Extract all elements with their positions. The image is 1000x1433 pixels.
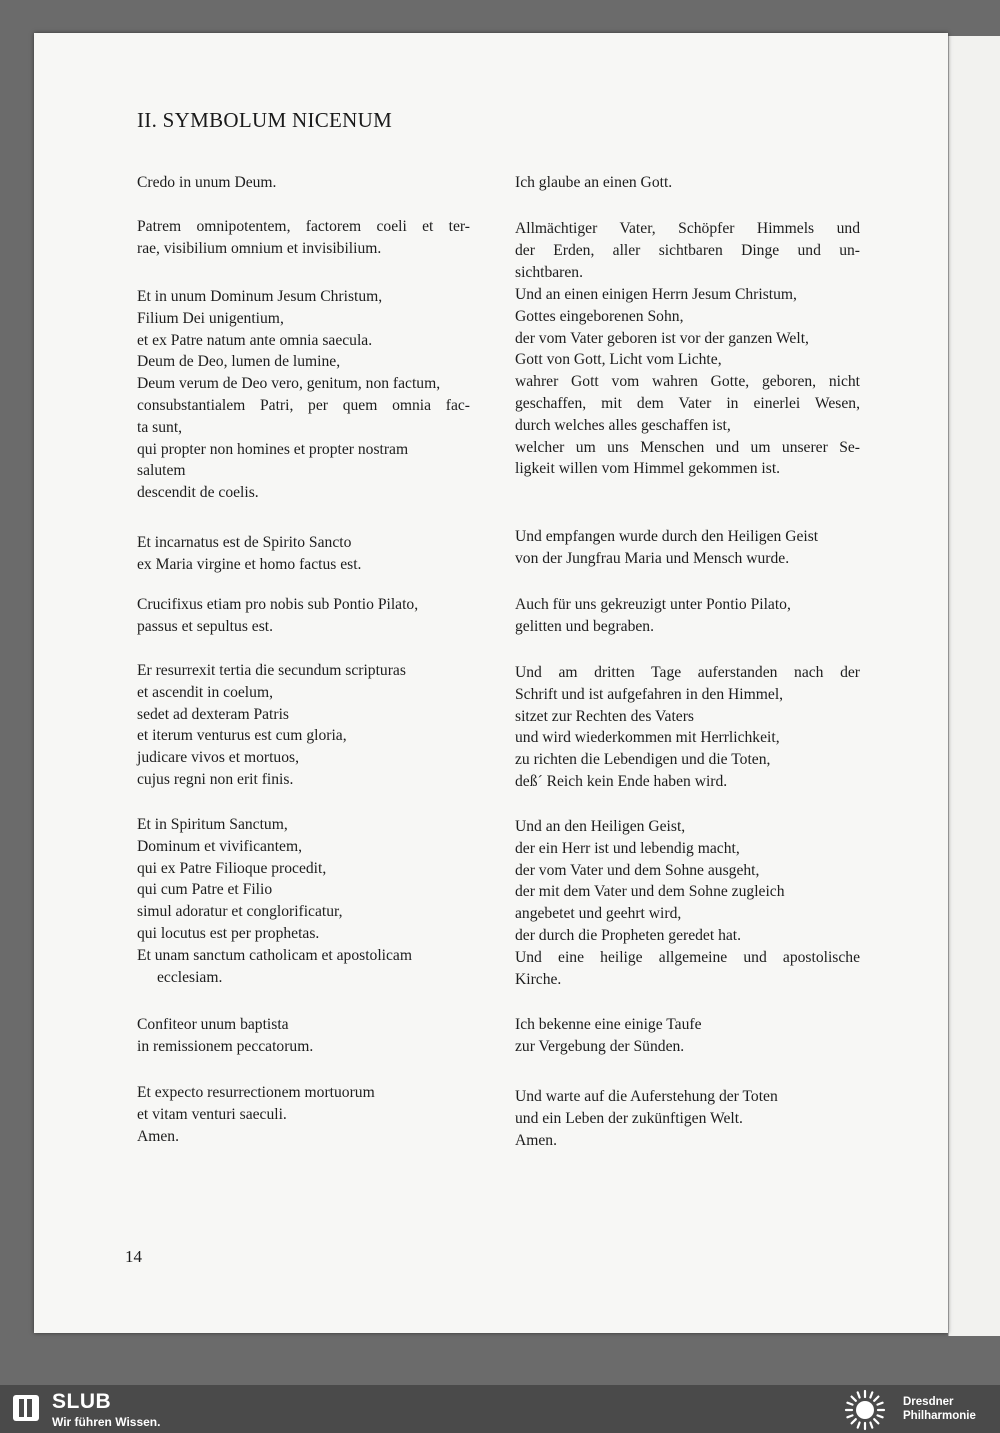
latin-paragraph: [137, 216, 470, 260]
latin-text-line: et ex Patre natum ante omnia saecula.: [137, 331, 373, 349]
german-text-line: der mit dem Vater und dem Sohne zugleich: [515, 883, 785, 901]
german-text-line: ligkeit willen vom Himmel gekommen ist.: [515, 460, 781, 478]
german-text-line: zur Vergebung der Sünden.: [515, 1037, 685, 1055]
german-paragraph: [515, 594, 860, 638]
latin-text-line: Deum de Deo, lumen de lumine,: [137, 353, 341, 371]
german-text-line: Schrift und ist aufgefahren in den Himmel,: [515, 685, 784, 703]
german-text-line: Ich glaube an einen Gott.: [515, 174, 673, 191]
german-text-line: Und am dritten Tage auferstanden nach der: [515, 664, 860, 681]
german-text-line: Allmächtiger Vater, Schöpfer Himmels und: [515, 220, 860, 237]
viewer-footer: [0, 1385, 1000, 1433]
german-text-line: welcher um uns Menschen und um unserer Se-: [515, 438, 860, 456]
latin-text-line: et ascendit in coelum,: [137, 683, 273, 701]
german-text-line: Und eine heilige allgemeine und apostolische: [515, 948, 860, 966]
german-text-line: durch welches alles geschaffen ist,: [515, 416, 731, 434]
latin-text-line: Filium Dei unigentium,: [137, 309, 284, 327]
german-paragraph: [515, 662, 860, 793]
german-text-line: zu richten die Lebendigen und die Toten,: [515, 751, 771, 769]
german-text-line: Kirche.: [515, 970, 562, 988]
slub-logo-icon[interactable]: [12, 1393, 42, 1423]
page-number: 14: [125, 1247, 142, 1266]
latin-text-line: cujus regni non erit finis.: [137, 770, 294, 788]
latin-text-line: Et unam sanctum catholicam et apostolicam: [137, 946, 412, 964]
latin-text-line: Et in Spiritum Sanctum,: [137, 816, 288, 833]
latin-text-line: qui locutus est per prophetas.: [137, 924, 320, 942]
latin-text-line: judicare vivos et mortuos,: [137, 749, 299, 767]
german-text-line: Gottes eingeborenen Sohn,: [515, 307, 684, 325]
german-text-line: Und an den Heiligen Geist,: [515, 818, 686, 835]
latin-text-line: Confiteor unum baptista: [137, 1016, 289, 1033]
german-text-line: und ein Leben der zukünftigen Welt.: [515, 1109, 743, 1127]
latin-text-line: qui propter non homines et propter nostram: [137, 440, 409, 458]
german-text-line: der durch die Propheten geredet hat.: [515, 926, 742, 944]
latin-text-line: ta sunt,: [137, 418, 183, 436]
latin-text-line: Crucifixus etiam pro nobis sub Pontio Pilato,: [137, 596, 419, 613]
german-paragraph: [515, 284, 860, 480]
latin-text-line: Et in unum Dominum Jesum Christum,: [137, 288, 383, 305]
partner-name-line1: Dresdner: [903, 1396, 954, 1408]
latin-text-line: ecclesiam.: [157, 968, 223, 986]
german-text-line: Gott von Gott, Licht vom Lichte,: [515, 351, 722, 369]
latin-text-line: Patrem omnipotentem, factorem coeli et ter-: [137, 218, 470, 235]
latin-text-line: et vitam venturi saeculi.: [137, 1105, 287, 1123]
latin-text-line: Et expecto resurrectionem mortuorum: [137, 1084, 375, 1101]
latin-text-line: rae, visibilium omnium et invisibilium.: [137, 239, 382, 257]
latin-text-line: et iterum venturus est cum gloria,: [137, 727, 347, 745]
latin-text-line: Credo in unum Deum.: [137, 174, 277, 191]
partner-name-line2: Philharmonie: [903, 1410, 976, 1422]
german-text-line: der vom Vater geboren ist vor der ganzen Welt,: [515, 329, 809, 347]
latin-text-line: Deum verum de Deo vero, genitum, non factum,: [137, 375, 441, 393]
german-paragraph: [515, 1086, 860, 1151]
latin-paragraph: [137, 1014, 470, 1058]
german-text-line: Und empfangen wurde durch den Heiligen Geist: [515, 528, 819, 545]
latin-paragraph: [137, 286, 470, 504]
latin-paragraph: [137, 1082, 470, 1147]
latin-text-line: Er resurrexit tertia die secundum scripturas: [137, 662, 406, 679]
german-text-line: der Erden, aller sichtbaren Dinge und un-: [515, 241, 860, 259]
german-text-line: Amen.: [515, 1131, 558, 1149]
german-paragraph: [515, 172, 860, 194]
german-paragraph: [515, 526, 860, 570]
german-text-line: Und an einen einigen Herrn Jesum Christum,: [515, 286, 797, 303]
german-text-line: angebetet und geehrt wird,: [515, 905, 682, 923]
section-title: II. SYMBOLUM NICENUM: [137, 108, 393, 132]
latin-text-line: salutem: [137, 462, 186, 480]
latin-text-line: qui ex Patre Filioque procedit,: [137, 859, 327, 877]
german-text-line: und wird wiederkommen mit Herrlichkeit,: [515, 729, 780, 747]
latin-text-line: in remissionem peccatorum.: [137, 1037, 314, 1055]
latin-text-line: Dominum et vivificantem,: [137, 837, 302, 855]
german-text-line: geschaffen, mit dem Vater in einerlei Wesen,: [515, 394, 860, 412]
adjacent-page-edge: [948, 36, 1000, 1336]
latin-text-line: passus et sepultus est.: [137, 617, 274, 635]
latin-text-line: qui cum Patre et Filio: [137, 881, 273, 899]
german-text-line: der ein Herr ist und lebendig macht,: [515, 839, 740, 857]
latin-paragraph: [137, 814, 470, 988]
latin-text-line: simul adoratur et conglorificatur,: [137, 903, 343, 921]
german-paragraph: [515, 1014, 860, 1058]
german-text-line: von der Jungfrau Maria und Mensch wurde.: [515, 549, 790, 567]
german-text-line: deß´ Reich kein Ende haben wird.: [515, 772, 728, 790]
latin-text-line: Et incarnatus est de Spirito Sancto: [137, 534, 352, 551]
latin-text-line: Amen.: [137, 1127, 180, 1145]
german-text-line: sichtbaren.: [515, 263, 583, 281]
latin-paragraph: [137, 532, 470, 576]
latin-text-line: ex Maria virgine et homo factus est.: [137, 555, 362, 573]
german-text-line: Auch für uns gekreuzigt unter Pontio Pilato,: [515, 596, 791, 613]
philharmonie-logo-icon[interactable]: [843, 1388, 887, 1432]
german-text-line: Und warte auf die Auferstehung der Toten: [515, 1088, 778, 1105]
german-text-line: der vom Vater und dem Sohne ausgeht,: [515, 861, 760, 879]
latin-paragraph: [137, 594, 470, 638]
library-name[interactable]: SLUB: [52, 1390, 112, 1413]
latin-paragraph: [137, 660, 470, 791]
german-text-line: sitzet zur Rechten des Vaters: [515, 707, 694, 725]
library-tagline: Wir führen Wissen.: [52, 1415, 161, 1429]
latin-paragraph: [137, 172, 470, 194]
german-text-line: Ich bekenne eine einige Taufe: [515, 1016, 702, 1033]
latin-text-line: sedet ad dexteram Patris: [137, 705, 289, 723]
german-paragraph: [515, 816, 860, 990]
german-paragraph: [515, 218, 860, 283]
latin-text-line: descendit de coelis.: [137, 484, 259, 502]
latin-text-line: consubstantialem Patri, per quem omnia fac-: [137, 396, 470, 414]
german-text-line: gelitten und begraben.: [515, 617, 654, 635]
german-text-line: wahrer Gott vom wahren Gotte, geboren, nicht: [515, 373, 860, 391]
